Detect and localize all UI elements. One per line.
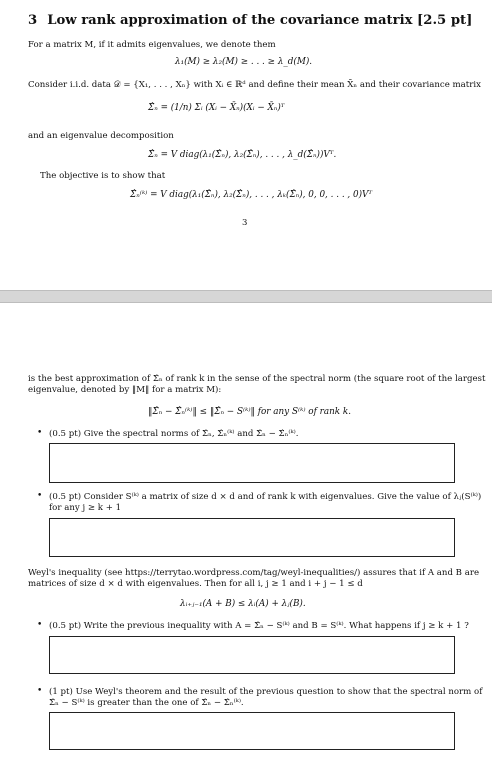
equation-decomposition: Σ̂ₙ = V diag(λ₁(Σ̂ₙ), λ₂(Σ̂ₙ), . . . , λ_d(Σ̂ₙ))Vᵀ. — [148, 150, 337, 160]
section-heading: Low rank approximation of the covariance matrix [2.5 pt] — [47, 13, 473, 28]
equation-covariance: Σ̂ₙ = (1/n) Σᵢ (Xᵢ − X̄ₙ)(Xᵢ − X̄ₙ)ᵀ — [148, 103, 285, 113]
bullet-q3: • — [37, 620, 43, 630]
page-number: 3 — [242, 218, 248, 228]
weyl-text-line2: matrices of size d × d with eigenvalues. Then for all i, j ≥ 1 and i + j − 1 ≤ d — [28, 579, 363, 589]
question-3-text: (0.5 pt) Write the previous inequality with A = Σ̂ₙ − S⁽ᵏ⁾ and B = S⁽ᵏ⁾. What happens if j ≥ k + 1 ? — [49, 621, 469, 631]
answer-box-q4[interactable] — [49, 712, 455, 750]
section-number: 3 — [28, 13, 38, 28]
page-separator — [0, 290, 492, 303]
objective-text: The objective is to show that — [40, 171, 166, 181]
bullet-q4: • — [37, 686, 43, 696]
question-4-text-line1: (1 pt) Use Weyl's theorem and the result of the previous question to show that the spectral norm of — [49, 687, 483, 697]
equation-objective: Σ̂ₙ⁽ᵏ⁾ = V diag(λ₁(Σ̂ₙ), λ₂(Σ̂ₙ), . . . , λₖ(Σ̂ₙ), 0, 0, . . . , 0)Vᵀ — [130, 190, 373, 200]
question-2-text-line2: for any j ≥ k + 1 — [49, 503, 122, 513]
answer-box-q1[interactable] — [49, 443, 455, 483]
best-approx-text-line1: is the best approximation of Σ̂ₙ of rank k in the sense of the spectral norm (the square root of the largest — [28, 374, 486, 384]
answer-box-q2[interactable] — [49, 518, 455, 557]
section-title — [28, 13, 472, 28]
weyl-text-line1: Weyl's inequality (see https://terrytao.wordpress.com/tag/weyl-inequalities/) assures that if A and B are — [28, 568, 480, 578]
bullet-q1: • — [37, 428, 43, 438]
equation-eigen-order: λ₁(M) ≥ λ₂(M) ≥ . . . ≥ λ_d(M). — [175, 57, 313, 67]
best-approx-text-line2: eigenvalue, denoted by ‖M‖ for a matrix M): — [28, 385, 222, 395]
data-definition-text: Consider i.i.d. data 𝒟 = {X₁, . . . , Xₙ} with Xᵢ ∈ ℝᵈ and define their mean X̄ₙ and their covariance matrix — [28, 80, 481, 90]
page-3 — [0, 0, 492, 290]
question-2-text-line1: (0.5 pt) Consider S⁽ᵏ⁾ a matrix of size d × d and of rank k with eigenvalues. Give the value of λⱼ(S⁽ᵏ⁾) — [49, 492, 482, 502]
intro-text: For a matrix M, if it admits eigenvalues, we denote them — [28, 40, 276, 50]
answer-box-q3[interactable] — [49, 636, 455, 674]
question-4-text-line2: Σ̂ₙ − S⁽ᵏ⁾ is greater than the one of Σ̂ₙ − Σ̂ₙ⁽ᵏ⁾. — [49, 698, 244, 708]
equation-weyl: λᵢ₊ⱼ₋₁(A + B) ≤ λᵢ(A) + λⱼ(B). — [180, 599, 306, 609]
page-4 — [0, 303, 492, 777]
eigen-decomposition-text: and an eigenvalue decomposition — [28, 131, 174, 141]
question-1-text: (0.5 pt) Give the spectral norms of Σ̂ₙ, Σ̂ₙ⁽ᵏ⁾ and Σ̂ₙ − Σ̂ₙ⁽ᵏ⁾. — [49, 429, 299, 439]
bullet-q2: • — [37, 491, 43, 501]
equation-best-approximation: ‖Σ̂ₙ − Σ̂ₙ⁽ᵏ⁾‖ ≤ ‖Σ̂ₙ − S⁽ᵏ⁾‖ for any S⁽ᵏ⁾ of rank k. — [148, 407, 352, 417]
